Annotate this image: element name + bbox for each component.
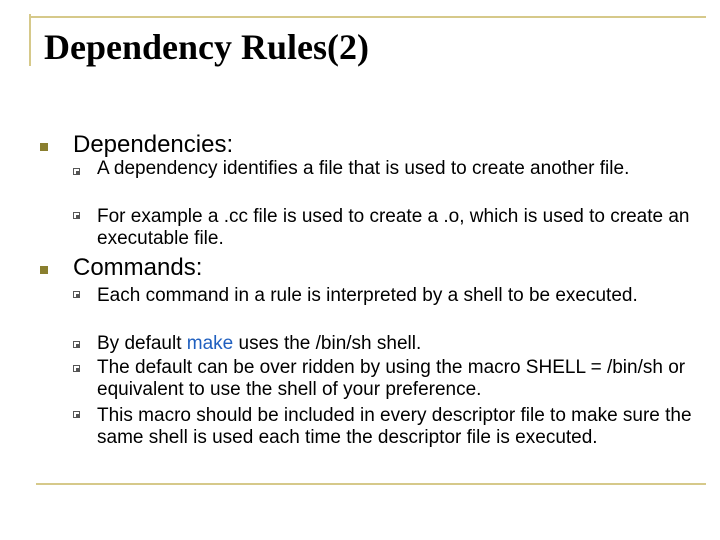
list-item: Each command in a rule is interpreted by a shell to be executed. [97,285,638,306]
hollow-square-bullet-icon [73,212,80,219]
title-rule-top [29,16,706,18]
list-item [97,333,697,355]
hollow-square-bullet-icon [73,365,80,372]
title-rule-vertical [29,14,31,66]
hollow-square-bullet-icon [73,168,80,175]
hollow-square-bullet-icon [73,341,80,348]
make-keyword: make [186,333,234,354]
square-bullet-icon [40,143,48,151]
hollow-square-bullet-icon [73,411,80,418]
hollow-square-bullet-icon [73,291,80,298]
footer-rule [36,483,706,485]
square-bullet-icon [40,266,48,274]
slide-title: Dependency Rules(2) [44,27,369,67]
list-item-text: uses the /bin/sh shell. [233,333,422,354]
list-item: A dependency identifies a file that is used to create another file. [97,158,630,179]
section-heading-dependencies: Dependencies: [73,131,234,158]
list-item-text: By default [97,333,187,354]
list-item: For example a .cc file is used to create a .o, which is used to create an executable file. [97,206,690,249]
list-item: This macro should be included in every descriptor file to make sure the same shell is used each time the descriptor file is executed. [97,405,692,448]
list-item: The default can be over ridden by using the macro SHELL = /bin/sh or equivalent to use the shell of your preference. [97,357,686,400]
section-heading-commands: Commands: [73,254,203,281]
